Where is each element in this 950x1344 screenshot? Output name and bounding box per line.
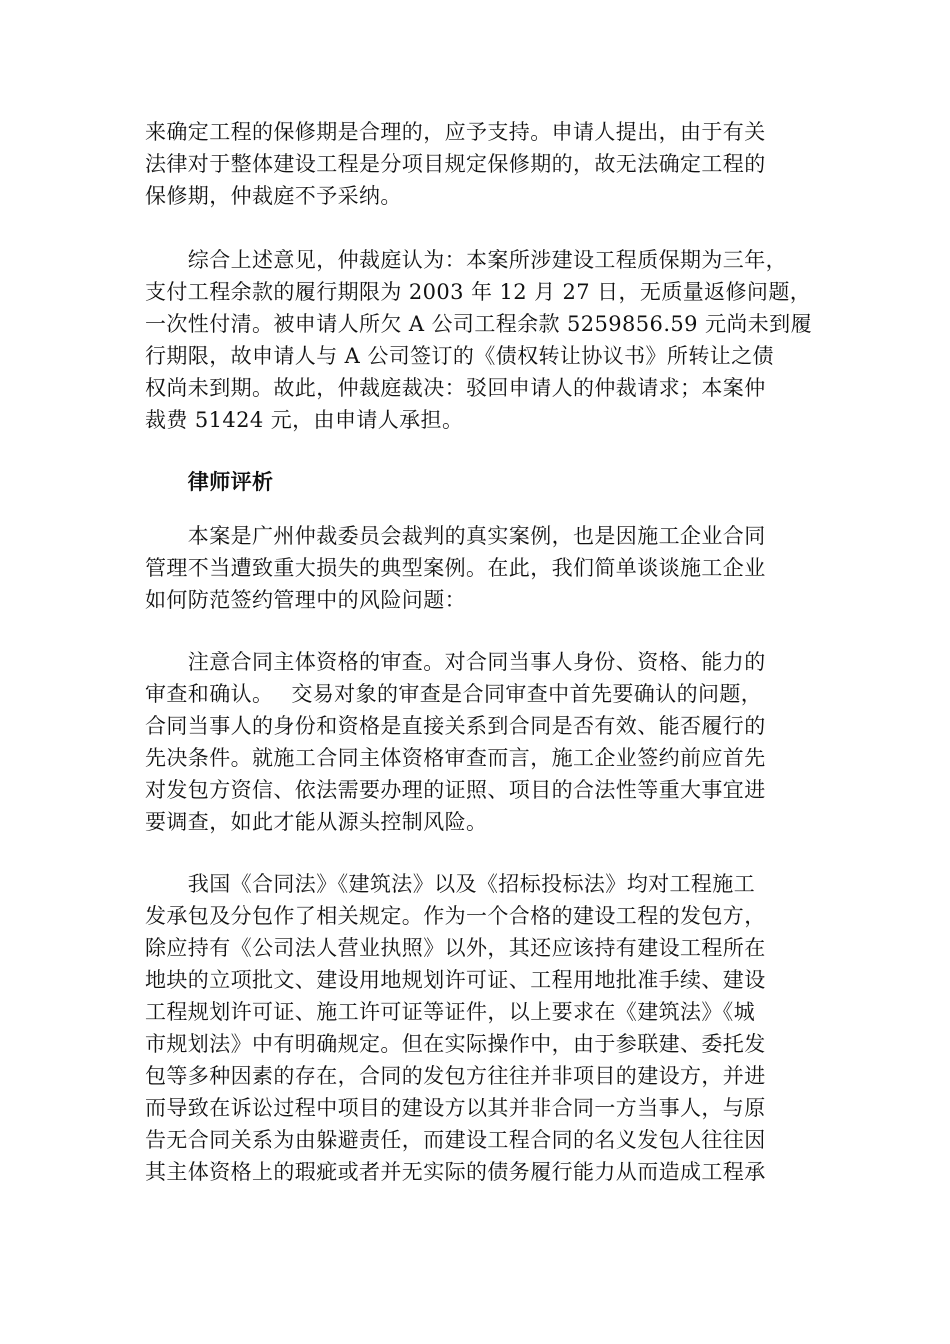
text-line: 先决条件。就施工合同主体资格审查而言，施工企业签约前应首先 <box>145 746 766 770</box>
text-line: 地块的立项批文、建设用地规划许可证、工程用地批准手续、建设 <box>145 968 766 992</box>
text-line: 包等多种因素的存在，合同的发包方往往并非项目的建设方，并进 <box>145 1064 766 1088</box>
text-line: 而导致在诉讼过程中项目的建设方以其并非合同一方当事人，与原 <box>145 1096 766 1120</box>
section-heading-lawyer-commentary <box>145 466 825 498</box>
text-line: 对发包方资信、依法需要办理的证照、项目的合法性等重大事宜进 <box>145 778 766 802</box>
text-line: 综合上述意见，仲裁庭认为：本案所涉建设工程质保期为三年， <box>145 248 787 272</box>
text-line: 除应持有《公司法人营业执照》以外，其还应该持有建设工程所在 <box>145 936 766 960</box>
paragraph-subject-qualification <box>145 646 825 838</box>
text-line: 一次性付清。被申请人所欠 A 公司工程余款 5259856.59 元尚未到履 <box>145 312 812 336</box>
paragraph-arbitration-ruling <box>145 244 825 436</box>
text-line: 行期限，故申请人与 A 公司签订的《债权转让协议书》所转让之债 <box>145 344 774 368</box>
text-line: 支付工程余款的履行期限为 2003 年 12 月 27 日，无质量返修问题， <box>145 280 812 304</box>
text-line: 权尚未到期。故此，仲裁庭裁决：驳回申请人的仲裁请求；本案仲 <box>145 376 766 400</box>
text-line: 管理不当遭致重大损失的典型案例。在此，我们简单谈谈施工企业 <box>145 556 766 580</box>
text-line: 审查和确认。 交易对象的审查是合同审查中首先要确认的问题， <box>145 682 763 706</box>
text-line: 要调查，如此才能从源头控制风险。 <box>145 810 488 834</box>
text-line: 工程规划许可证、施工许可证等证件，以上要求在《建筑法》《城 <box>145 1000 756 1024</box>
text-line: 合同当事人的身份和资格是直接关系到合同是否有效、能否履行的 <box>145 714 766 738</box>
paragraph-laws-regulations <box>145 868 825 1188</box>
text-line: 发承包及分包作了相关规定。作为一个合格的建设工程的发包方， <box>145 904 766 928</box>
text-line: 注意合同主体资格的审查。对合同当事人身份、资格、能力的 <box>145 650 766 674</box>
text-line: 告无合同关系为由躲避责任，而建设工程合同的名义发包人往往因 <box>145 1128 766 1152</box>
text-line: 保修期，仲裁庭不予采纳。 <box>145 184 402 208</box>
text-line: 裁费 51424 元，由申请人承担。 <box>145 408 464 432</box>
text-line: 我国《合同法》《建筑法》以及《招标投标法》均对工程施工 <box>145 872 756 896</box>
text-line: 法律对于整体建设工程是分项目规定保修期的，故无法确定工程的 <box>145 152 766 176</box>
text-line: 其主体资格上的瑕疵或者并无实际的债务履行能力从而造成工程承 <box>145 1160 766 1184</box>
text-line: 来确定工程的保修期是合理的，应予支持。申请人提出，由于有关 <box>145 120 766 144</box>
paragraph-warranty-conclusion <box>145 116 825 212</box>
paragraph-case-intro <box>145 520 825 616</box>
text-line: 如何防范签约管理中的风险问题： <box>145 588 466 612</box>
section-heading: 律师评析 <box>145 470 274 494</box>
text-line: 市规划法》中有明确规定。但在实际操作中，由于参联建、委托发 <box>145 1032 766 1056</box>
text-line: 本案是广州仲裁委员会裁判的真实案例，也是因施工企业合同 <box>145 524 766 548</box>
